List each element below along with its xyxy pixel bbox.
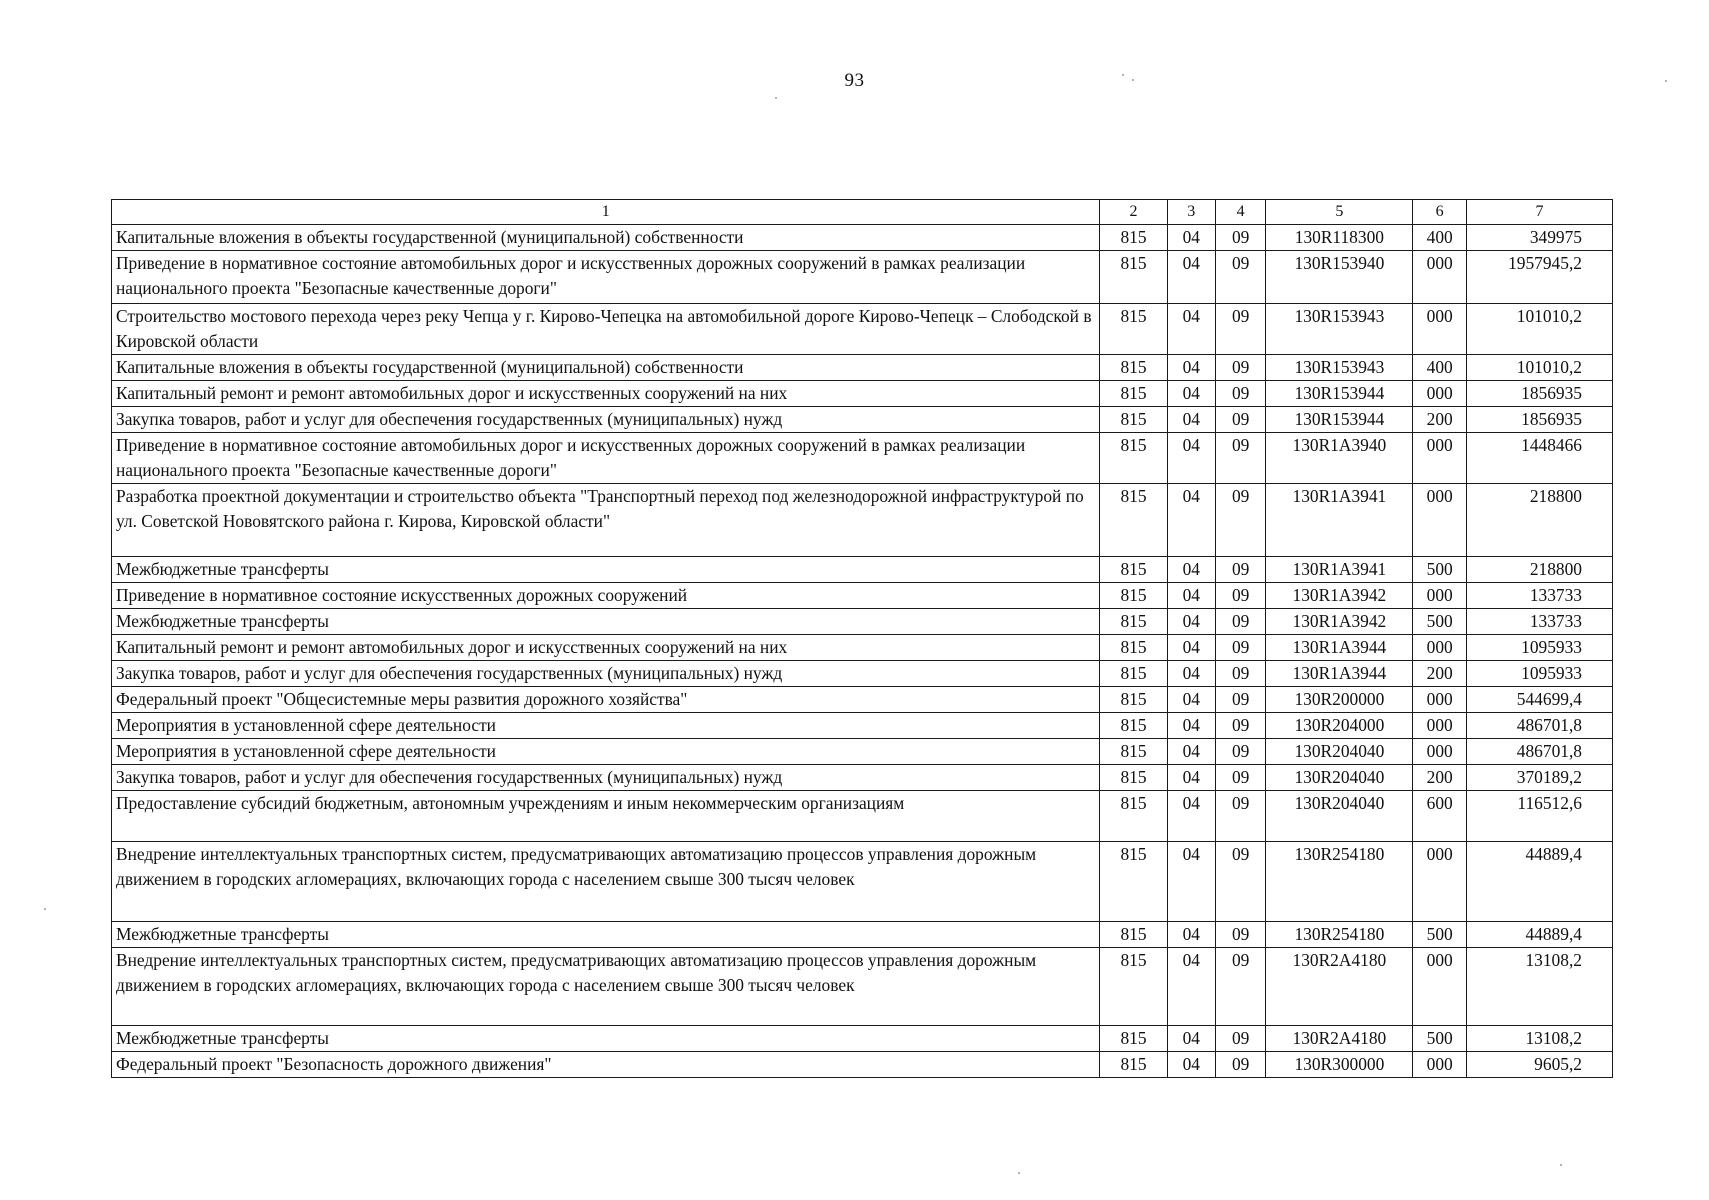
row-name: Межбюджетные трансферты (112, 557, 1100, 583)
cell-col-5: 130R300000 (1266, 1052, 1413, 1078)
table-row (112, 1026, 1613, 1052)
cell-col-2: 815 (1100, 433, 1167, 484)
header-row (112, 200, 1613, 225)
cell-col-4: 09 (1215, 687, 1265, 713)
cell-col-4: 09 (1215, 791, 1265, 842)
cell-col-6: 000 (1413, 304, 1467, 355)
col-header-7: 7 (1466, 200, 1612, 225)
cell-col-2: 815 (1100, 609, 1167, 635)
cell-col-5: 130R1A3940 (1266, 433, 1413, 484)
scan-speck (44, 908, 46, 910)
cell-col-7: 9605,2 (1466, 1052, 1612, 1078)
cell-col-2: 815 (1100, 661, 1167, 687)
cell-col-2: 815 (1100, 922, 1167, 948)
row-name: Строительство мостового перехода через реку Чепца у г. Кирово-Чепецка на автомобильной дороге Кирово-Чепецк – Слободской в Кировской области (112, 304, 1100, 355)
cell-col-2: 815 (1100, 1052, 1167, 1078)
col-header-2: 2 (1100, 200, 1167, 225)
cell-col-2: 815 (1100, 713, 1167, 739)
row-name: Мероприятия в установленной сфере деятельности (112, 713, 1100, 739)
cell-col-7: 544699,4 (1466, 687, 1612, 713)
cell-col-4: 09 (1215, 355, 1265, 381)
table-row (112, 355, 1613, 381)
cell-col-7: 1957945,2 (1466, 251, 1612, 304)
cell-col-5: 130R204040 (1266, 791, 1413, 842)
cell-col-2: 815 (1100, 687, 1167, 713)
table-row (112, 687, 1613, 713)
scan-speck (1122, 74, 1124, 76)
cell-col-5: 130R153944 (1266, 407, 1413, 433)
cell-col-3: 04 (1167, 304, 1215, 355)
table-row (112, 661, 1613, 687)
cell-col-4: 09 (1215, 661, 1265, 687)
row-name: Капитальные вложения в объекты государственной (муниципальной) собственности (112, 355, 1100, 381)
cell-col-2: 815 (1100, 251, 1167, 304)
cell-col-6: 000 (1413, 635, 1467, 661)
row-name: Закупка товаров, работ и услуг для обеспечения государственных (муниципальных) нужд (112, 661, 1100, 687)
row-name: Капитальный ремонт и ремонт автомобильных дорог и искусственных сооружений на них (112, 381, 1100, 407)
cell-col-6: 200 (1413, 661, 1467, 687)
cell-col-2: 815 (1100, 635, 1167, 661)
cell-col-3: 04 (1167, 609, 1215, 635)
cell-col-4: 09 (1215, 948, 1265, 1026)
cell-col-2: 815 (1100, 948, 1167, 1026)
cell-col-3: 04 (1167, 948, 1215, 1026)
cell-col-5: 130R1A3942 (1266, 583, 1413, 609)
cell-col-7: 1095933 (1466, 661, 1612, 687)
row-name: Приведение в нормативное состояние автомобильных дорог и искусственных дорожных сооружений в рамках реализации национального проекта "Безопасные качественные дороги" (112, 251, 1100, 304)
cell-col-3: 04 (1167, 661, 1215, 687)
row-name: Закупка товаров, работ и услуг для обеспечения государственных (муниципальных) нужд (112, 765, 1100, 791)
cell-col-3: 04 (1167, 765, 1215, 791)
budget-table-container (111, 199, 1613, 1078)
cell-col-6: 000 (1413, 842, 1467, 922)
cell-col-4: 09 (1215, 765, 1265, 791)
cell-col-2: 815 (1100, 484, 1167, 557)
cell-col-3: 04 (1167, 635, 1215, 661)
cell-col-2: 815 (1100, 304, 1167, 355)
cell-col-3: 04 (1167, 557, 1215, 583)
cell-col-4: 09 (1215, 484, 1265, 557)
cell-col-6: 000 (1413, 713, 1467, 739)
cell-col-3: 04 (1167, 739, 1215, 765)
cell-col-7: 133733 (1466, 609, 1612, 635)
row-name: Капитальные вложения в объекты государственной (муниципальной) собственности (112, 225, 1100, 251)
cell-col-3: 04 (1167, 791, 1215, 842)
cell-col-5: 130R1A3942 (1266, 609, 1413, 635)
col-header-4: 4 (1215, 200, 1265, 225)
row-name: Разработка проектной документации и строительство объекта "Транспортный переход под железнодорожной инфраструктурой по ул. Советской Нововятского района г. Кирова, Кировской области" (112, 484, 1100, 557)
cell-col-4: 09 (1215, 739, 1265, 765)
cell-col-5: 130R1A3941 (1266, 557, 1413, 583)
cell-col-3: 04 (1167, 922, 1215, 948)
cell-col-7: 101010,2 (1466, 304, 1612, 355)
cell-col-3: 04 (1167, 1052, 1215, 1078)
table-row (112, 609, 1613, 635)
cell-col-7: 370189,2 (1466, 765, 1612, 791)
cell-col-4: 09 (1215, 635, 1265, 661)
cell-col-3: 04 (1167, 225, 1215, 251)
cell-col-5: 130R254180 (1266, 922, 1413, 948)
row-name: Капитальный ремонт и ремонт автомобильных дорог и искусственных сооружений на них (112, 635, 1100, 661)
cell-col-7: 1856935 (1466, 407, 1612, 433)
cell-col-5: 130R1A3944 (1266, 661, 1413, 687)
cell-col-6: 400 (1413, 355, 1467, 381)
cell-col-6: 500 (1413, 609, 1467, 635)
cell-col-2: 815 (1100, 583, 1167, 609)
cell-col-3: 04 (1167, 687, 1215, 713)
cell-col-6: 000 (1413, 251, 1467, 304)
cell-col-4: 09 (1215, 713, 1265, 739)
table-row (112, 433, 1613, 484)
cell-col-3: 04 (1167, 407, 1215, 433)
cell-col-3: 04 (1167, 251, 1215, 304)
cell-col-4: 09 (1215, 557, 1265, 583)
table-row (112, 251, 1613, 304)
cell-col-6: 000 (1413, 381, 1467, 407)
cell-col-7: 218800 (1466, 484, 1612, 557)
cell-col-2: 815 (1100, 407, 1167, 433)
table-row (112, 765, 1613, 791)
col-header-1: 1 (112, 200, 1100, 225)
cell-col-2: 815 (1100, 381, 1167, 407)
table-row (112, 583, 1613, 609)
table-row (112, 948, 1613, 1026)
cell-col-5: 130R1A3944 (1266, 635, 1413, 661)
cell-col-3: 04 (1167, 433, 1215, 484)
row-name: Внедрение интеллектуальных транспортных систем, предусматривающих автоматизацию процессов управления дорожным движением в городских агломерациях, включающих города с населением свыше 300 тысяч человек (112, 948, 1100, 1026)
cell-col-4: 09 (1215, 842, 1265, 922)
cell-col-5: 130R2A4180 (1266, 948, 1413, 1026)
table-row (112, 407, 1613, 433)
cell-col-5: 130R2A4180 (1266, 1026, 1413, 1052)
cell-col-5: 130R1A3941 (1266, 484, 1413, 557)
row-name: Приведение в нормативное состояние искусственных дорожных сооружений (112, 583, 1100, 609)
row-name: Приведение в нормативное состояние автомобильных дорог и искусственных дорожных сооружений в рамках реализации национального проекта "Безопасные качественные дороги" (112, 433, 1100, 484)
cell-col-7: 101010,2 (1466, 355, 1612, 381)
cell-col-2: 815 (1100, 842, 1167, 922)
cell-col-4: 09 (1215, 251, 1265, 304)
cell-col-2: 815 (1100, 739, 1167, 765)
cell-col-3: 04 (1167, 1026, 1215, 1052)
cell-col-6: 000 (1413, 484, 1467, 557)
table-row (112, 225, 1613, 251)
table-row (112, 484, 1613, 557)
cell-col-6: 000 (1413, 687, 1467, 713)
cell-col-5: 130R153943 (1266, 355, 1413, 381)
cell-col-4: 09 (1215, 1026, 1265, 1052)
scan-speck (1665, 80, 1667, 82)
scan-speck (775, 97, 777, 99)
cell-col-2: 815 (1100, 1026, 1167, 1052)
cell-col-7: 349975 (1466, 225, 1612, 251)
cell-col-2: 815 (1100, 225, 1167, 251)
cell-col-6: 000 (1413, 1052, 1467, 1078)
row-name: Межбюджетные трансферты (112, 1026, 1100, 1052)
cell-col-3: 04 (1167, 713, 1215, 739)
cell-col-3: 04 (1167, 583, 1215, 609)
col-header-3: 3 (1167, 200, 1215, 225)
cell-col-4: 09 (1215, 609, 1265, 635)
cell-col-5: 130R204040 (1266, 739, 1413, 765)
cell-col-4: 09 (1215, 304, 1265, 355)
table-row (112, 557, 1613, 583)
cell-col-3: 04 (1167, 484, 1215, 557)
scan-speck (1132, 79, 1134, 81)
row-name: Внедрение интеллектуальных транспортных систем, предусматривающих автоматизацию процессов управления дорожным движением в городских агломерациях, включающих города с населением свыше 300 тысяч человек (112, 842, 1100, 922)
cell-col-3: 04 (1167, 355, 1215, 381)
cell-col-5: 130R153943 (1266, 304, 1413, 355)
cell-col-5: 130R204000 (1266, 713, 1413, 739)
cell-col-7: 486701,8 (1466, 713, 1612, 739)
cell-col-6: 200 (1413, 765, 1467, 791)
cell-col-6: 000 (1413, 948, 1467, 1026)
col-header-5: 5 (1266, 200, 1413, 225)
cell-col-4: 09 (1215, 407, 1265, 433)
table-row (112, 922, 1613, 948)
cell-col-4: 09 (1215, 1052, 1265, 1078)
cell-col-6: 000 (1413, 433, 1467, 484)
table-row (112, 635, 1613, 661)
cell-col-5: 130R118300 (1266, 225, 1413, 251)
cell-col-5: 130R200000 (1266, 687, 1413, 713)
cell-col-2: 815 (1100, 557, 1167, 583)
cell-col-4: 09 (1215, 381, 1265, 407)
cell-col-4: 09 (1215, 583, 1265, 609)
table-row (112, 739, 1613, 765)
cell-col-3: 04 (1167, 381, 1215, 407)
row-name: Предоставление субсидий бюджетным, автономным учреждениям и иным некоммерческим организациям (112, 791, 1100, 842)
scan-speck (1018, 1172, 1020, 1174)
table-row (112, 304, 1613, 355)
row-name: Межбюджетные трансферты (112, 922, 1100, 948)
row-name: Закупка товаров, работ и услуг для обеспечения государственных (муниципальных) нужд (112, 407, 1100, 433)
row-name: Мероприятия в установленной сфере деятельности (112, 739, 1100, 765)
cell-col-7: 218800 (1466, 557, 1612, 583)
row-name: Федеральный проект "Общесистемные меры развития дорожного хозяйства" (112, 687, 1100, 713)
table-row (112, 791, 1613, 842)
row-name: Межбюджетные трансферты (112, 609, 1100, 635)
cell-col-6: 500 (1413, 557, 1467, 583)
page-number: 93 (844, 70, 865, 91)
cell-col-6: 000 (1413, 739, 1467, 765)
cell-col-7: 44889,4 (1466, 842, 1612, 922)
cell-col-6: 200 (1413, 407, 1467, 433)
cell-col-5: 130R153944 (1266, 381, 1413, 407)
table-row (112, 842, 1613, 922)
cell-col-6: 000 (1413, 583, 1467, 609)
row-name: Федеральный проект "Безопасность дорожного движения" (112, 1052, 1100, 1078)
scan-speck (1560, 1164, 1562, 1166)
cell-col-4: 09 (1215, 225, 1265, 251)
cell-col-2: 815 (1100, 765, 1167, 791)
cell-col-2: 815 (1100, 791, 1167, 842)
cell-col-6: 500 (1413, 922, 1467, 948)
cell-col-6: 400 (1413, 225, 1467, 251)
cell-col-4: 09 (1215, 922, 1265, 948)
cell-col-7: 1448466 (1466, 433, 1612, 484)
table-row (112, 381, 1613, 407)
cell-col-7: 44889,4 (1466, 922, 1612, 948)
cell-col-7: 116512,6 (1466, 791, 1612, 842)
cell-col-3: 04 (1167, 842, 1215, 922)
cell-col-6: 500 (1413, 1026, 1467, 1052)
cell-col-4: 09 (1215, 433, 1265, 484)
cell-col-5: 130R204040 (1266, 765, 1413, 791)
cell-col-7: 133733 (1466, 583, 1612, 609)
cell-col-7: 13108,2 (1466, 1026, 1612, 1052)
cell-col-5: 130R153940 (1266, 251, 1413, 304)
table-row (112, 713, 1613, 739)
table-row (112, 1052, 1613, 1078)
cell-col-7: 1095933 (1466, 635, 1612, 661)
cell-col-7: 1856935 (1466, 381, 1612, 407)
col-header-6: 6 (1413, 200, 1467, 225)
cell-col-5: 130R254180 (1266, 842, 1413, 922)
cell-col-7: 486701,8 (1466, 739, 1612, 765)
budget-table (111, 199, 1613, 1078)
cell-col-7: 13108,2 (1466, 948, 1612, 1026)
cell-col-2: 815 (1100, 355, 1167, 381)
cell-col-6: 600 (1413, 791, 1467, 842)
